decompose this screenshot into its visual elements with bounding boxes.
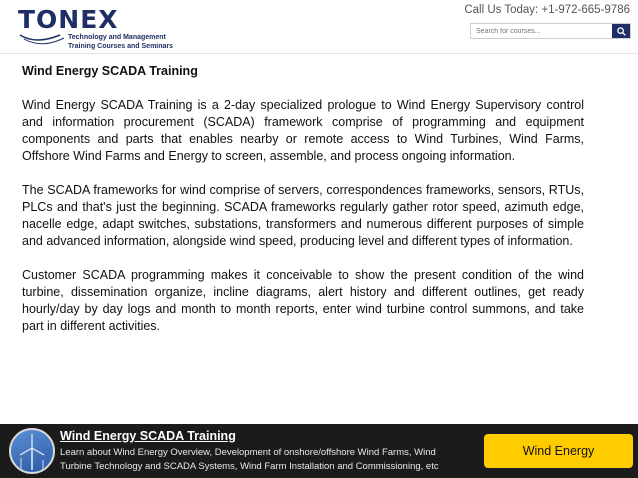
footer-description: Learn about Wind Energy Overview, Development of onshore/offshore Wind Farms, Wind Turbine Technology and SCADA Systems, Wind Farm Installation and Commissioning, etc xyxy=(60,447,439,472)
search-box xyxy=(470,23,631,39)
logo-tagline-1: Technology and Management xyxy=(68,34,166,41)
wind-turbine-icon xyxy=(11,430,53,472)
logo-tagline-2: Training Courses and Seminars xyxy=(68,43,174,50)
site-header xyxy=(0,0,638,54)
tonex-logo[interactable] xyxy=(16,5,176,49)
wind-energy-button[interactable]: Wind Energy xyxy=(484,434,633,468)
slide-content xyxy=(22,62,584,352)
footer-course-link[interactable]: Wind Energy SCADA Training xyxy=(60,429,236,443)
call-us-phone[interactable]: Call Us Today: +1-972-665-9786 xyxy=(464,4,630,16)
paragraph-intro: Wind Energy SCADA Training is a 2-day specialized prologue to Wind Energy Supervisory control and information procurement (SCADA) framework comprise of programming and equipment components and parts that enables nearby or remote access to Wind Turbines, Wind Farms, Offshore Wind Farms and Energy to screen, assemble, and process ongoing information. xyxy=(22,98,584,163)
paragraph-software: Customer SCADA programming makes it conceivable to show the present condition of the wind turbine, dissemination organize, incline diagrams, alert history and different outlines, get ready hourly/day by day logs and month to month reports, enter wind turbine control summons, and take part in different activities. xyxy=(22,268,584,333)
page-title: Wind Energy SCADA Training xyxy=(22,64,198,78)
search-input[interactable] xyxy=(471,24,612,38)
search-button[interactable] xyxy=(612,24,630,38)
paragraph-components: The SCADA frameworks for wind comprise of servers, correspondences frameworks, sensors, RTUs, PLCs and that's just the beginning. SCADA frameworks regularly gather rotor speed, azimuth edge, nacelle edge, adapt switches, substations, transformers and numerous different purposes of simple and advanced information, alongside wind speed, producing level and different types of information. xyxy=(22,183,584,248)
search-icon xyxy=(617,27,626,36)
wind-turbine-thumbnail xyxy=(9,428,55,474)
logo-wordmark: TONEX xyxy=(18,5,119,34)
